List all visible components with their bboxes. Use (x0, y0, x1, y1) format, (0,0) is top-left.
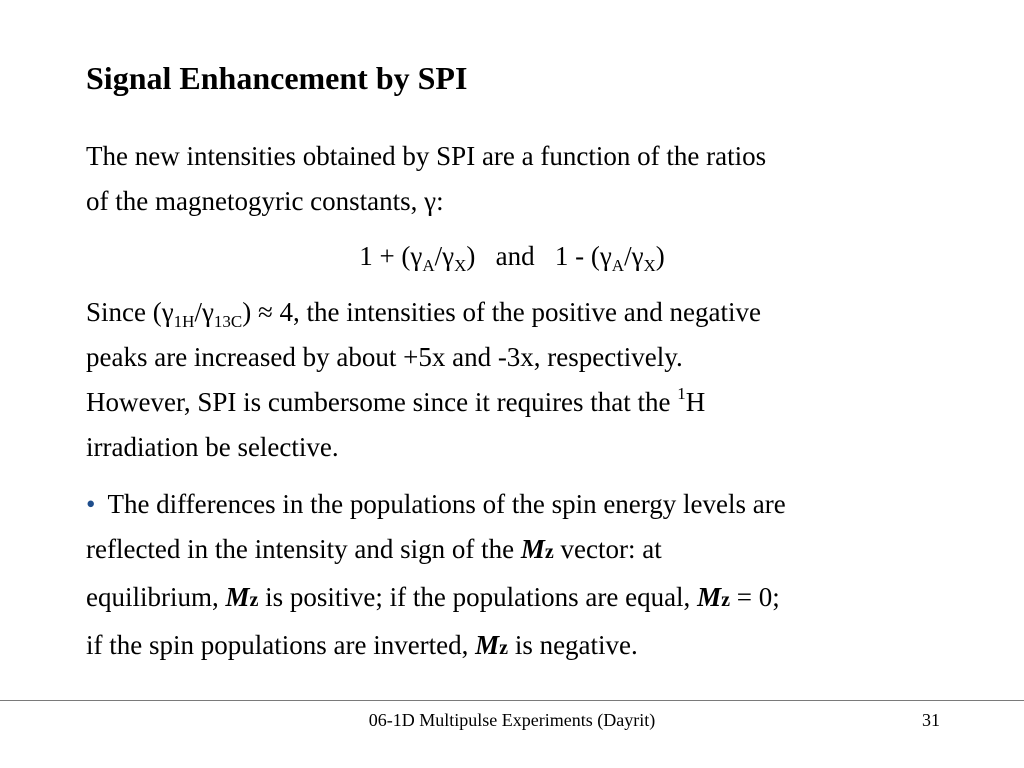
eq-slash: / (434, 241, 443, 271)
m-letter: M (475, 630, 500, 660)
superscript-1: 1 (677, 384, 686, 403)
mz-symbol (521, 534, 554, 564)
since-approx-text: ) ≈ 4, the intensities of the positive and negative (242, 297, 761, 327)
eq-sub-x: X (643, 256, 656, 275)
since-line-4: irradiation be selective. (86, 432, 339, 462)
eq-gamma: γ (631, 241, 644, 271)
gamma-symbol: γ (424, 186, 437, 216)
m-letter: M (225, 582, 250, 612)
eq-and: and (475, 241, 555, 271)
colon: : (436, 186, 444, 216)
bullet-line-3-end: = 0; (729, 582, 780, 612)
since-line-2: peaks are increased by about +5x and -3x, respectively. (86, 342, 683, 372)
z-letter: z (721, 589, 730, 611)
bullet-line-3-mid: is positive; if the populations are equal, (258, 582, 698, 612)
since-line-3: However, SPI is cumbersome since it requires that the (86, 387, 678, 417)
bullet-line-4-end: is negative. (508, 630, 638, 660)
eq-sub-a: A (422, 256, 435, 275)
eq-gamma: γ (410, 241, 423, 271)
paragraph-intro (86, 134, 986, 224)
z-letter: z (544, 541, 554, 563)
eq-one-plus: 1 + ( (359, 241, 411, 271)
equation (0, 236, 1024, 276)
intro-line-2: of the magnetogyric constants, (86, 186, 425, 216)
eq-slash: / (624, 241, 632, 271)
intro-line-1: The new intensities obtained by SPI are a function of the ratios (86, 141, 767, 171)
bullet-line-3: equilibrium, (86, 582, 226, 612)
bullet-line-2: reflected in the intensity and sign of the (86, 534, 521, 564)
mz-symbol (475, 630, 508, 660)
eq-gamma: γ (442, 241, 455, 271)
eq-one-minus: 1 - ( (554, 241, 600, 271)
bullet-line-4: if the spin populations are inverted, (86, 630, 476, 660)
page-number: 31 (922, 710, 940, 730)
z-letter: z (249, 589, 259, 611)
eq-sub-x: X (454, 256, 467, 275)
mz-symbol (697, 582, 730, 612)
slash: / (194, 297, 202, 327)
bullet-line-1: The differences in the populations of the spin energy levels are (107, 489, 786, 519)
z-letter: z (499, 637, 509, 659)
footer-text: 06-1D Multipulse Experiments (Dayrit) (368, 710, 656, 730)
eq-gamma: γ (599, 241, 612, 271)
h-letter: H (685, 387, 706, 417)
eq-close: ) (655, 241, 665, 271)
footer (0, 708, 1024, 732)
bullet-icon: • (86, 489, 96, 519)
m-letter: M (697, 582, 722, 612)
footer-divider (0, 700, 1024, 701)
since-text: Since ( (86, 297, 162, 327)
gamma-symbol: γ (201, 297, 214, 327)
sub-13c: 13C (213, 312, 243, 331)
gamma-symbol: γ (161, 297, 174, 327)
m-letter: M (520, 534, 545, 564)
sub-1h: 1H (173, 312, 195, 331)
eq-close: ) (466, 241, 476, 271)
bullet-line-2-end: vector: at (553, 534, 662, 564)
paragraph-since (86, 290, 986, 470)
eq-sub-a: A (611, 256, 625, 275)
bullet-paragraph (86, 482, 986, 671)
slide-title: Signal Enhancement by SPI (86, 60, 468, 96)
mz-symbol (225, 582, 258, 612)
